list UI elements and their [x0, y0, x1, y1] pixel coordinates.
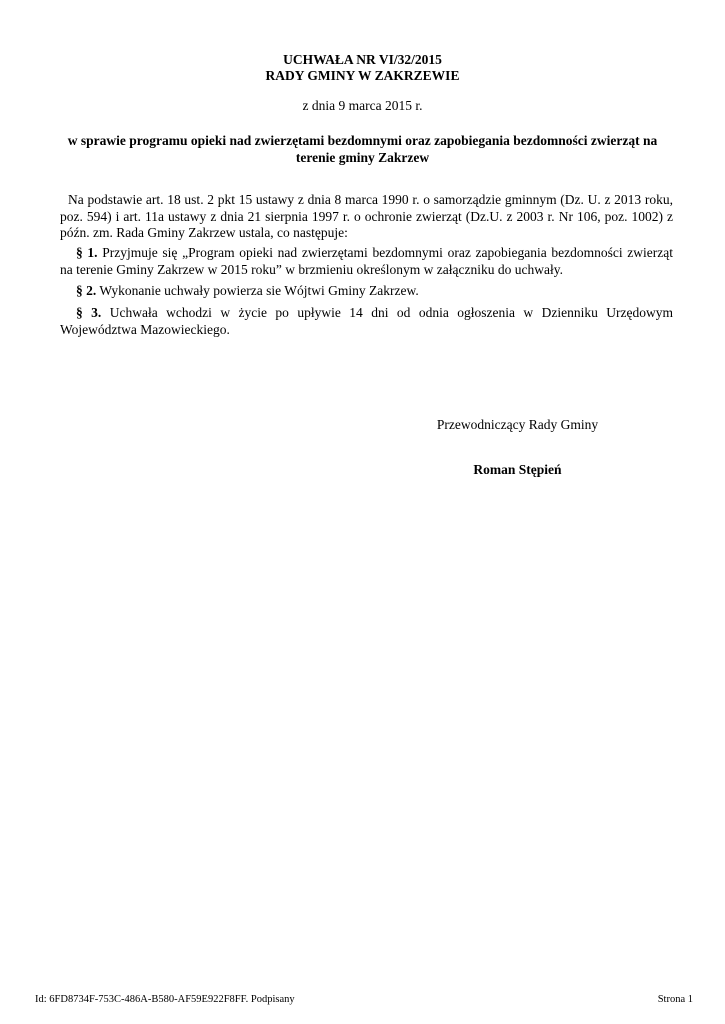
- document-date: z dnia 9 marca 2015 r.: [302, 98, 423, 113]
- paragraph-1-text: Przyjmuje się „Program opieki nad zwierzętami bezdomnymi oraz zapobiegania bezdomności zwierząt na terenie Gminy Zakrzew w 2015 roku” w brzmieniu określonym w załączniku do uchwały.: [60, 245, 674, 277]
- paragraph-3: [60, 305, 673, 338]
- document-subject: [60, 132, 665, 166]
- paragraph-1-number: § 1.: [76, 245, 98, 260]
- subject-line-1: w sprawie programu opieki nad zwierzętami bezdomnymi oraz zapobiegania bezdomności zwierząt na: [67, 133, 658, 148]
- document-id-footer: Id: 6FD8734F-753C-486A-B580-AF59E922F8FF. Podpisany: [35, 994, 295, 1005]
- paragraph-3-text: Uchwała wchodzi w życie po upływie 14 dni od odnia ogłoszenia w Dzienniku Urzędowym Województwa Mazowieckiego.: [60, 305, 673, 337]
- paragraph-3-number: § 3.: [76, 305, 102, 320]
- preamble-paragraph: Na podstawie art. 18 ust. 2 pkt 15 ustawy z dnia 8 marca 1990 r. o samorządzie gminnym (Dz. U. z 2013 roku, poz. 594) i art. 11a ustawy z dnia 21 sierpnia 1997 r. o ochronie zwierząt (Dz.U. z 2003 r. Nr 106, poz. 1002) z późn. zm. Rada Gminy Zakrzew ustala, co następuje:: [60, 192, 673, 240]
- title-line-1: UCHWAŁA NR VI/32/2015: [283, 52, 442, 67]
- signatory-role: Przewodniczący Rady Gminy: [436, 417, 599, 432]
- signatory-name: Roman Stępień: [473, 462, 562, 477]
- page-number-footer: Strona 1: [657, 994, 693, 1005]
- document-title: [60, 52, 665, 84]
- paragraph-2-text: Wykonanie uchwały powierza sie Wójtwi Gminy Zakrzew.: [99, 283, 419, 298]
- paragraph-2: [60, 283, 673, 300]
- subject-line-2: terenie gminy Zakrzew: [295, 150, 430, 165]
- paragraph-1: [60, 245, 673, 278]
- paragraph-2-number: § 2.: [76, 283, 97, 298]
- title-line-2: RADY GMINY W ZAKRZEWIE: [265, 68, 460, 83]
